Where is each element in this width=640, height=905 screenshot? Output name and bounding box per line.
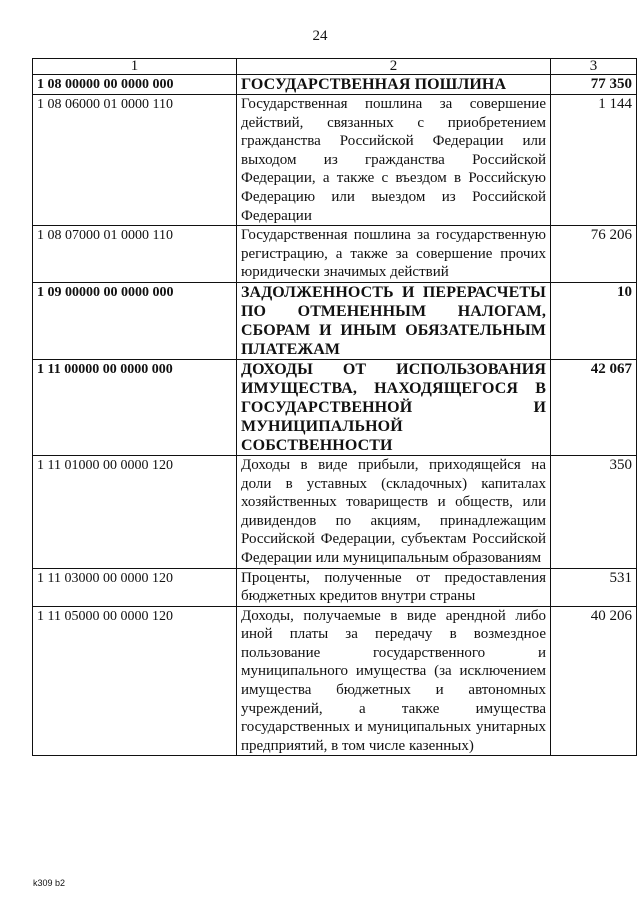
row-amount-cell: 531 (551, 568, 637, 606)
row-name-cell: ЗАДОЛЖЕННОСТЬ И ПЕРЕРАСЧЕТЫ ПО ОТМЕНЕННЫМ НАЛОГАМ, СБОРАМ И ИНЫМ ОБЯЗАТЕЛЬНЫМ ПЛАТЕЖАМ (237, 282, 551, 359)
table-row (33, 75, 637, 95)
row-amount-cell: 40 206 (551, 606, 637, 756)
table-row (33, 282, 637, 359)
table-header-row (33, 59, 637, 75)
column-header-code: 1 (33, 59, 237, 75)
table-row (33, 568, 637, 606)
table-row (33, 359, 637, 455)
row-amount-cell: 42 067 (551, 359, 637, 455)
row-code-cell: 1 08 00000 00 0000 000 (33, 75, 237, 95)
row-name-cell: Государственная пошлина за государственную регистрацию, а также за совершение прочих юридически значимых действий (237, 226, 551, 283)
table-row (33, 226, 637, 283)
row-code-cell: 1 11 00000 00 0000 000 (33, 359, 237, 455)
row-amount-cell: 77 350 (551, 75, 637, 95)
table-body (33, 75, 637, 756)
row-name-cell: Доходы, получаемые в виде арендной либо иной платы за передачу в возмездное пользование государственного и муниципального имущества (за исключением имущества бюджетных и автономных учреждений, а также имущества государственных и муниципальных унитарных предприятий, в том числе казенных) (237, 606, 551, 756)
page-number: 24 (312, 28, 328, 44)
row-name-cell: Проценты, полученные от предоставления бюджетных кредитов внутри страны (237, 568, 551, 606)
table-row (33, 455, 637, 568)
row-name-cell: ДОХОДЫ ОТ ИСПОЛЬЗОВАНИЯ ИМУЩЕСТВА, НАХОДЯЩЕГОСЯ В ГОСУДАРСТВЕННОЙ И МУНИЦИПАЛЬНОЙ СОБСТВЕННОСТИ (237, 359, 551, 455)
row-amount-cell: 350 (551, 455, 637, 568)
row-code-cell: 1 08 07000 01 0000 110 (33, 226, 237, 283)
column-header-amount: 3 (551, 59, 637, 75)
row-amount-cell: 10 (551, 282, 637, 359)
column-header-name: 2 (237, 59, 551, 75)
row-code-cell: 1 08 06000 01 0000 110 (33, 95, 237, 226)
budget-revenue-table (32, 58, 637, 756)
row-code-cell: 1 11 05000 00 0000 120 (33, 606, 237, 756)
row-amount-cell: 1 144 (551, 95, 637, 226)
footer-code: k309 b2 (33, 878, 66, 888)
row-code-cell: 1 09 00000 00 0000 000 (33, 282, 237, 359)
table-row (33, 95, 637, 226)
row-name-cell: ГОСУДАРСТВЕННАЯ ПОШЛИНА (237, 75, 551, 95)
table-row (33, 606, 637, 756)
row-amount-cell: 76 206 (551, 226, 637, 283)
row-name-cell: Государственная пошлина за совершение действий, связанных с приобретением гражданства Российской Федерации или выходом из гражданства Российской Федерации, а также с въездом в Российскую Федерацию или выездом из Российской Федерации (237, 95, 551, 226)
row-name-cell: Доходы в виде прибыли, приходящейся на доли в уставных (складочных) капиталах хозяйственных товариществ и обществ, или дивидендов по акциям, принадлежащим Российской Федерации, субъектам Российской Федерации или муниципальным образованиям (237, 455, 551, 568)
row-code-cell: 1 11 03000 00 0000 120 (33, 568, 237, 606)
row-code-cell: 1 11 01000 00 0000 120 (33, 455, 237, 568)
